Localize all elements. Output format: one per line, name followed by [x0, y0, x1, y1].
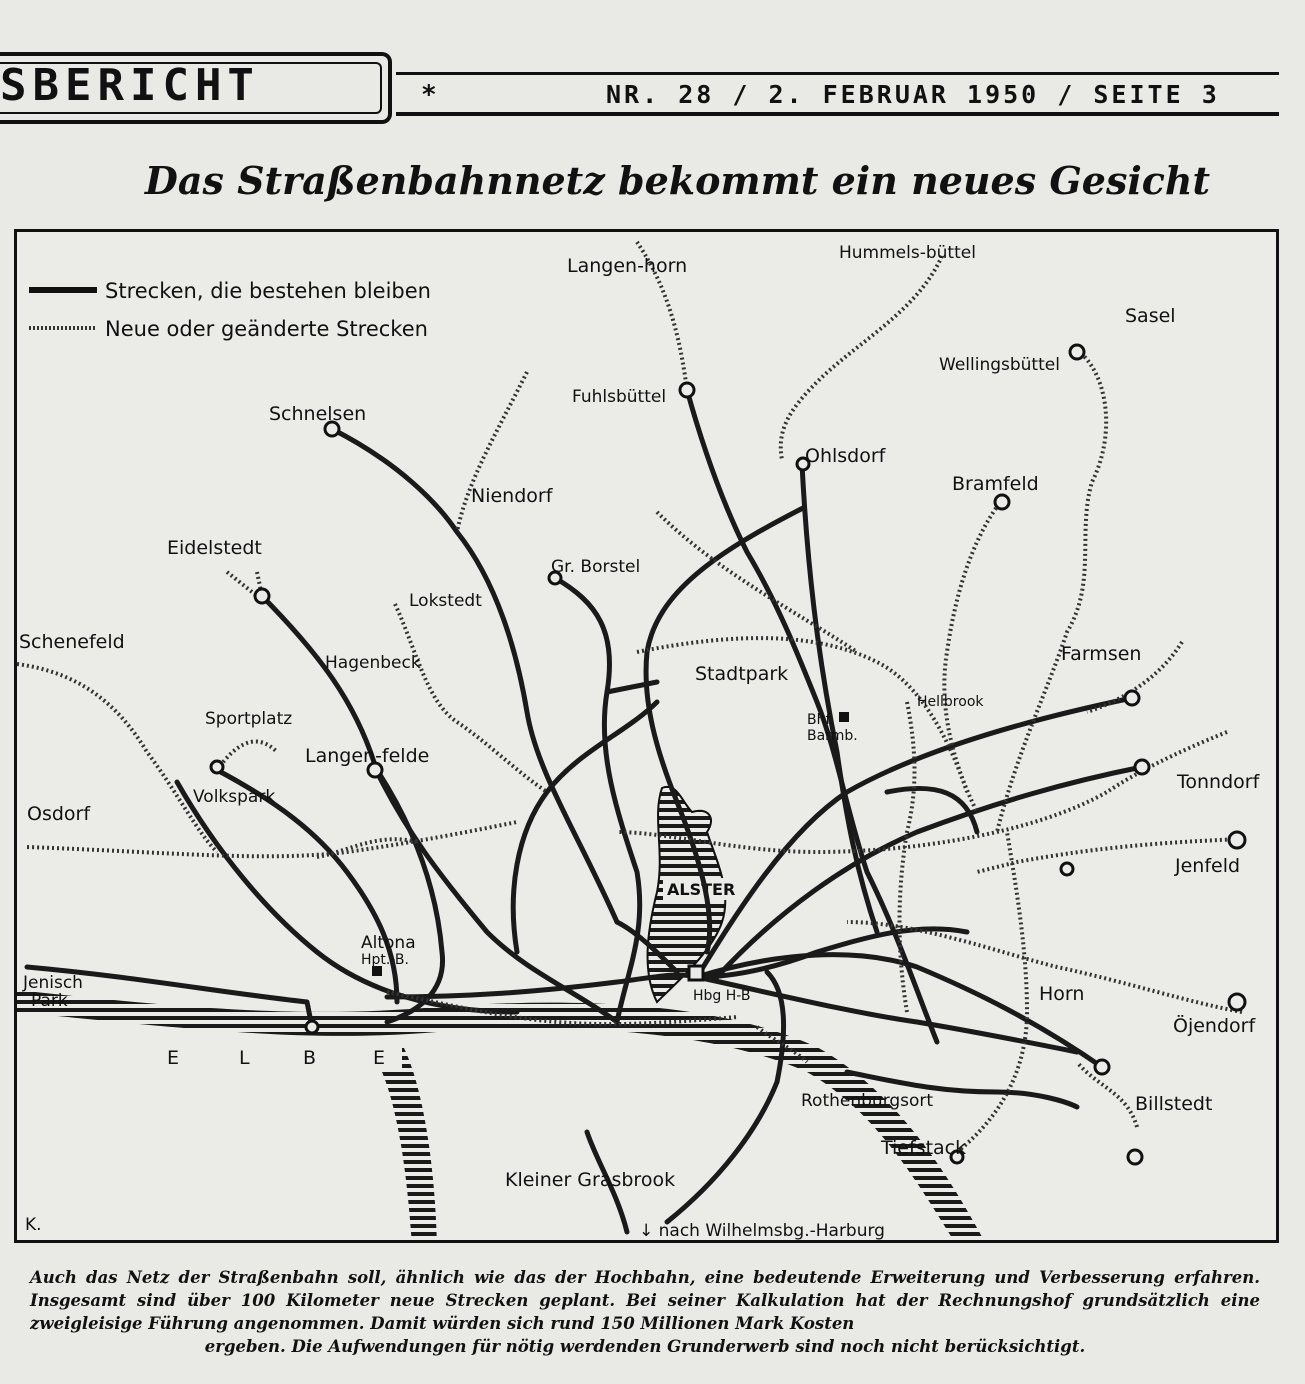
section-title: SBERICHT — [0, 60, 260, 111]
masthead-box — [0, 52, 392, 124]
label-kleinergrasbrook: Kleiner Grasbrook — [505, 1169, 676, 1191]
issue-line: NR. 28 / 2. FEBRUAR 1950 / SEITE 3 — [606, 80, 1220, 109]
label-grborstel: Gr. Borstel — [551, 557, 641, 577]
label-oejendorf: Öjendorf — [1173, 1015, 1256, 1037]
elbe-letter-l: L — [239, 1047, 250, 1069]
label-altona-2: Hpt.-B. — [361, 952, 409, 968]
label-jenisch-1: Jenisch — [23, 973, 83, 993]
label-tonndorf: Tonndorf — [1177, 771, 1260, 793]
legend-new-label: Neue oder geänderte Strecken — [105, 317, 428, 341]
header-star: * — [422, 80, 436, 110]
label-langenfelde: Langen-felde — [305, 745, 430, 767]
alster-label: ALSTER — [667, 880, 736, 899]
stop-hbghb — [689, 966, 703, 980]
label-farmsen: Farmsen — [1061, 643, 1142, 665]
label-fuhlsbuettel: Fuhlsbüttel — [572, 387, 667, 407]
label-volkspark: Volkspark — [193, 787, 276, 807]
stop-bramfeld — [995, 495, 1009, 509]
label-sasel: Sasel — [1125, 305, 1176, 327]
label-schnelsen: Schnelsen — [269, 403, 367, 425]
label-bramfeld: Bramfeld — [952, 473, 1039, 495]
stop-jenfeld — [1061, 863, 1073, 875]
stop-billstedt — [1095, 1060, 1109, 1074]
legend-existing-label: Strecken, die bestehen bleiben — [105, 279, 431, 303]
header-rule-bottom — [396, 112, 1279, 116]
label-altona-1: Altona — [361, 933, 416, 953]
label-langenhorn: Langen-horn — [567, 255, 688, 277]
stop-bhfbarmb — [839, 712, 849, 722]
legend — [29, 279, 431, 341]
label-horn: Horn — [1039, 983, 1085, 1005]
tram-network-map — [14, 229, 1279, 1243]
label-bhfbarmb-2: Barmb. — [807, 728, 858, 744]
elbe-letter-e2: E — [373, 1047, 386, 1069]
stop-eidelstedt — [255, 589, 269, 603]
stop-farmsen — [1125, 691, 1139, 705]
label-ohlsdorf: Ohlsdorf — [805, 445, 886, 467]
label-billstedt: Billstedt — [1135, 1093, 1213, 1115]
label-hellbrook: Hellbrook — [917, 694, 984, 710]
map-signature: K. — [25, 1215, 42, 1235]
label-wilhelmsburg: ↓ nach Wilhelmsbg.-Harburg — [639, 1221, 885, 1241]
label-niendorf: Niendorf — [471, 485, 553, 507]
label-schenefeld: Schenefeld — [19, 631, 125, 653]
label-hagenbeck: Hagenbeck — [325, 653, 421, 673]
stop-jenisch — [306, 1021, 318, 1033]
place-labels — [19, 243, 1261, 1241]
elbe-river — [17, 990, 987, 1243]
stop-wellingsbuettel — [1070, 345, 1084, 359]
caption-last-line: ergeben. Die Aufwendungen für nötig werdenden Grunderwerb sind noch nicht berücksichtigt. — [204, 1337, 1086, 1356]
label-tiefstack: Tiefstack — [881, 1137, 967, 1159]
elbe-letter-b: B — [303, 1047, 317, 1069]
label-hbghb: Hbg H-B — [693, 988, 751, 1004]
caption-body: Auch das Netz der Straßenbahn soll, ähnlich wie das der Hochbahn, eine bedeutende Erweiterung und Verbesserung erfahren. Insgesamt sind über 100 Kilometer neue Strecken geplant. Bei seiner Kalkulation hat der Rechnungshof grundsätzlich eine zweigleisige Führung angenommen. Damit würden sich rund 150 Millionen Mark Kosten — [30, 1268, 1260, 1333]
stop-tonndorf — [1135, 760, 1149, 774]
map-canvas — [17, 232, 1279, 1243]
label-sportplatz: Sportplatz — [205, 709, 293, 729]
label-hummelsbuettel: Hummels-büttel — [839, 243, 976, 263]
label-wellingsbuettel: Wellingsbüttel — [939, 355, 1060, 375]
label-osdorf: Osdorf — [27, 803, 91, 825]
stop-jenfeld-end — [1229, 832, 1245, 848]
stop-tiefstack-end — [1128, 1150, 1142, 1164]
label-jenfeld: Jenfeld — [1175, 855, 1241, 877]
label-bhfbarmb-1: Bhf. — [807, 712, 834, 728]
headline: Das Straßenbahnnetz bekommt ein neues Gesicht — [144, 158, 1211, 203]
label-eidelstedt: Eidelstedt — [167, 537, 262, 559]
label-jenisch-2: Park — [31, 991, 68, 1011]
elbe-letter-e1: E — [167, 1047, 180, 1069]
stop-oejendorf — [1229, 994, 1245, 1010]
map-caption — [30, 1266, 1260, 1358]
river-branch — [372, 1044, 437, 1243]
label-stadtpark: Stadtpark — [695, 663, 789, 685]
stop-volkspark — [211, 761, 223, 773]
stop-fuhlsbuettel — [680, 383, 694, 397]
header-rule-top — [396, 72, 1279, 75]
label-lokstedt: Lokstedt — [409, 591, 482, 611]
label-rothenburgsort: Rothenburgsort — [801, 1091, 934, 1111]
